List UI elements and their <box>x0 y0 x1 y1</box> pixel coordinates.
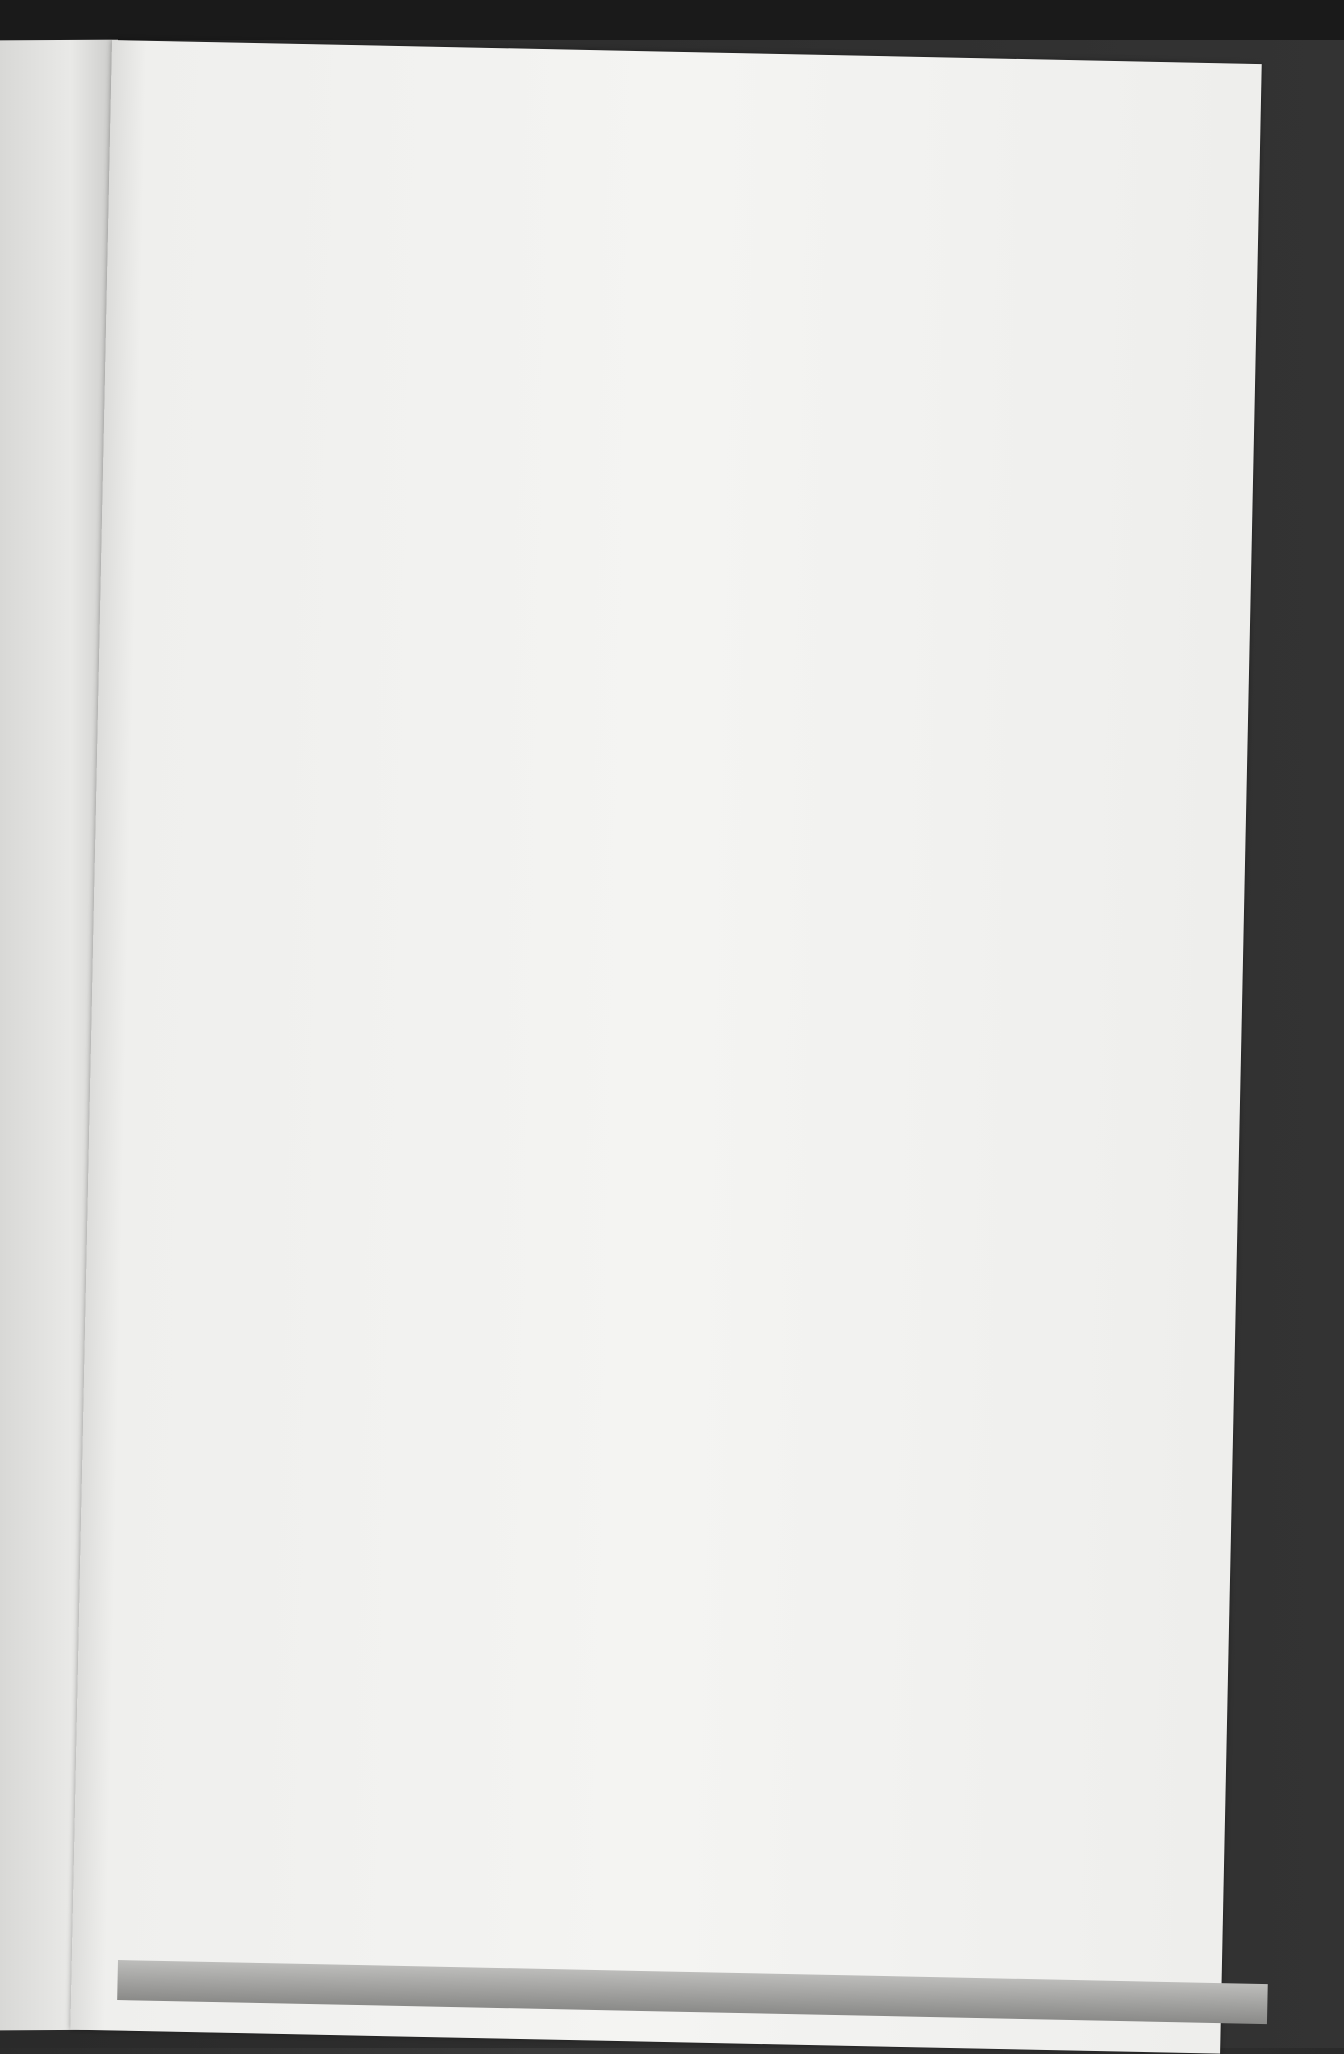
book-page <box>70 40 1261 2054</box>
footnote-marker <box>269 1657 310 1680</box>
